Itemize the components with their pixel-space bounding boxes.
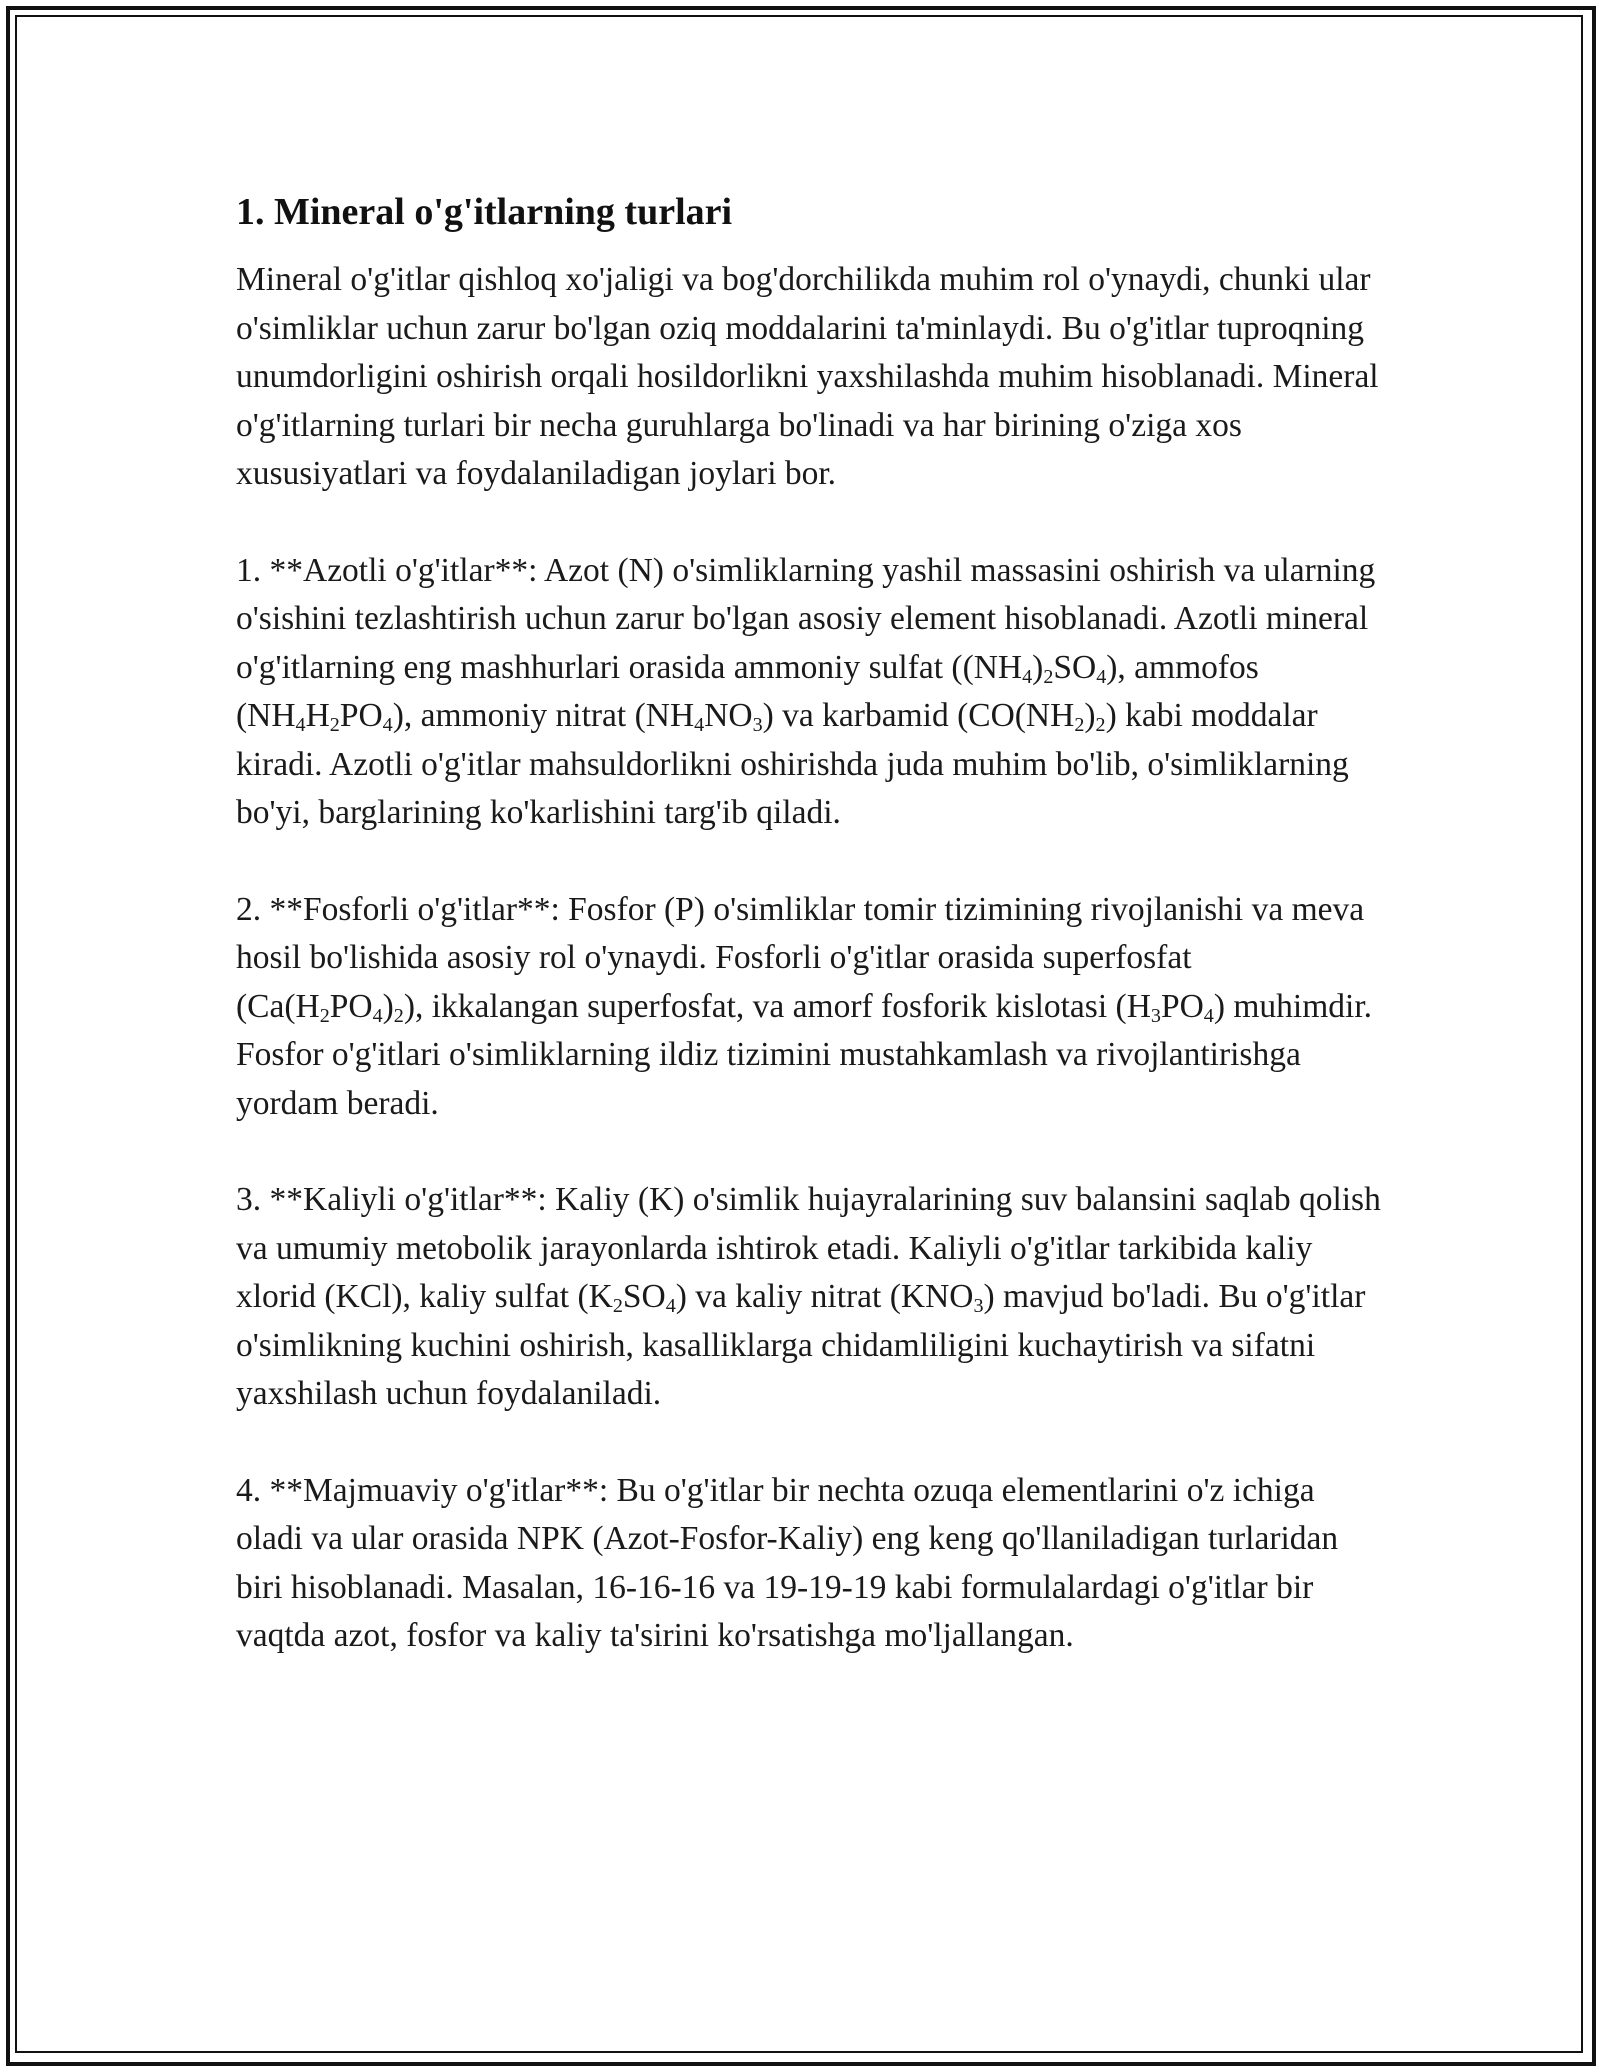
paragraph-nitrogen-fertilizers (236, 547, 1386, 838)
chemical-formula: $H_3PO_4$ (1126, 987, 1214, 1027)
text-run: ), ammoniy nitrat ( (392, 697, 646, 734)
text-run: ), ammofos ( (236, 648, 1259, 734)
chemical-formula: $KNO_3$ (900, 1278, 984, 1318)
paragraph-complex-fertilizers: 4. **Majmuaviy o'g'itlar**: Bu o'g'itlar bir nechta ozuqa elementlarini o'z ichiga oladi va ular orasida NPK (Azot-Fosfor-Kaliy) eng keng qo'llaniladigan turlaridan biri hisoblanadi. Masalan, 16-16-16 va 19-19-19 kabi formulalardagi o'g'itlar bir vaqtda azot, fosfor va kaliy ta'sirini ko'rsatishga mo'ljallangan. (236, 1471, 1339, 1654)
text-run: ) mavjud bo'ladi. Bu o'g'itlar o'simlikning kuchini oshirish, kasalliklarga chidamliligini kuchaytirish va sifatni yaxshilash uchun foydalaniladi. (236, 1278, 1366, 1412)
text-run: 1. **Azotli o'g'itlar**: Azot (N) o'simliklarning yashil massasini oshirish va ularning o'sishini tezlashtirish uchun zarur bo'lgan asosiy element hisoblanadi. Azotli mineral o'g'itlarning eng mashhurlari orasida ammoniy sulfat ( (236, 551, 1376, 686)
text-run: ) va kaliy nitrat ( (675, 1278, 901, 1315)
chemical-formula: $(NH_4)_2SO_4$ (962, 648, 1107, 688)
text-run: 3. **Kaliyli o'g'itlar**: Kaliy (K) o'simlik hujayralarining suv balansini saqlab qolish va umumiy metobolik jarayonlarda ishtirok etadi. Kaliyli o'g'itlar tarkibida kaliy xlorid (KCl), kaliy sulfat ( (236, 1181, 1381, 1315)
intro-paragraph: Mineral o'g'itlar qishloq xo'jaligi va bog'dorchilikda muhim rol o'ynaydi, chunki ular o'simliklar uchun zarur bo'lgan oziq moddalarini ta'minlaydi. Bu o'g'itlar tuproqning unumdorligini oshirish orqali hosildorlikni yaxshilashda muhim hisoblanadi. Mineral o'g'itlarning turlari bir necha guruhlarga bo'linadi va har birining o'ziga xos xususiyatlari va foydalaniladigan joylari bor. (236, 261, 1379, 492)
text-run: 2. **Fosforli o'g'itlar**: Fosfor (P) o'simliklar tomir tizimining rivojlanishi va meva hosil bo'lishida asosiy rol o'ynaydi. Fosforli o'g'itlar orasida superfosfat ( (236, 890, 1365, 1025)
chemical-formula: $NH_4NO_3$ (645, 697, 763, 737)
text-run: ), ikkalangan superfosfat, va amorf fosforik kislotasi ( (403, 987, 1127, 1025)
text-run: ) va karbamid ( (762, 697, 969, 734)
section-heading: 1. Mineral o'g'itlarning turlari (236, 191, 733, 233)
chemical-formula: $CO(NH_2)_2$ (968, 697, 1106, 737)
text-run: ) kabi moddalar kiradi. Azotli o'g'itlar mahsuldorlikni oshirishda juda muhim bo'lib, o'simliklarning bo'yi, barglarining ko'karlishini targ'ib qiladi. (236, 697, 1349, 831)
document-body (236, 186, 1386, 1709)
paragraph-phosphorus-fertilizers (236, 886, 1386, 1129)
chemical-formula: $NH_4H_2PO_4$ (247, 697, 393, 737)
text-run: ) muhimdir. Fosfor o'g'itlari o'simliklarning ildiz tizimini mustahkamlash va rivojlantirishga yordam beradi. (236, 987, 1373, 1122)
paragraph-potassium-fertilizers (236, 1176, 1386, 1419)
chemical-formula: $K_2SO_4$ (588, 1278, 676, 1318)
chemical-formula: $Ca(H_2PO_4)_2$ (247, 987, 404, 1027)
